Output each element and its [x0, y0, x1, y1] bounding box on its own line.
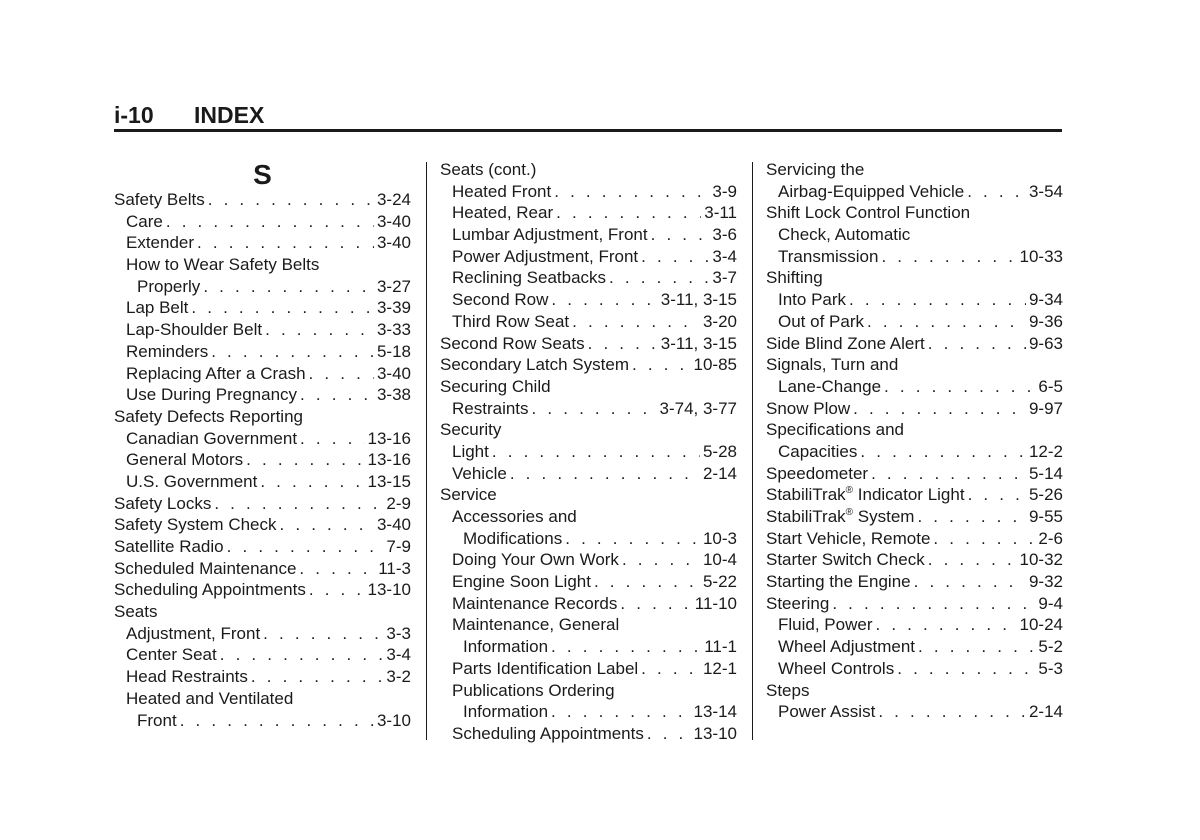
dot-leader: [251, 666, 384, 688]
page-reference: 13-15: [367, 471, 411, 491]
dot-leader: [227, 536, 384, 558]
index-entry: [440, 528, 737, 550]
dot-leader: [263, 623, 383, 645]
index-entry: [440, 246, 737, 268]
dot-leader: [309, 579, 365, 601]
entry-label: Scheduled Maintenance: [114, 558, 297, 578]
index-entry: [440, 267, 737, 289]
dot-leader: [914, 571, 1026, 593]
index-entry: [766, 267, 1063, 289]
index-entry: [440, 571, 737, 593]
entry-label: Seats (cont.): [440, 160, 537, 179]
dot-leader: [871, 463, 1026, 485]
dot-leader: [260, 471, 364, 493]
dot-leader: [532, 398, 657, 420]
page-reference: 3-40: [376, 233, 411, 253]
entry-label: Out of Park: [778, 311, 864, 331]
index-column-2: [440, 159, 737, 745]
index-entry: [766, 571, 1063, 593]
entry-label: Properly: [137, 276, 201, 296]
index-entry: [114, 579, 411, 601]
dot-leader: [510, 463, 700, 485]
entry-label: Safety Belts: [114, 190, 205, 209]
page-reference: 3-4: [386, 645, 411, 665]
entry-label: Into Park: [778, 290, 847, 310]
index-entry: [766, 701, 1063, 723]
dot-leader: [918, 636, 1035, 658]
page-reference: 9-36: [1028, 311, 1063, 331]
entry-label: Specifications and: [766, 420, 904, 440]
entry-label: Seats: [114, 602, 158, 622]
index-entry: [114, 710, 411, 732]
page-number: i-10: [114, 102, 154, 128]
entry-label: Scheduling Appointments: [452, 723, 644, 743]
page-reference: 11-10: [694, 593, 737, 613]
dot-leader: [246, 449, 364, 471]
entry-label: Reclining Seatbacks: [452, 268, 607, 288]
entry-label: Snow Plow: [766, 398, 851, 418]
entry-label: Starting the Engine: [766, 572, 911, 592]
dot-leader: [651, 224, 710, 246]
page-reference: 9-63: [1028, 333, 1063, 353]
dot-leader: [594, 571, 700, 593]
dot-leader: [620, 593, 691, 615]
entry-label: Maintenance Records: [452, 593, 618, 613]
index-entry: [114, 493, 411, 515]
dot-leader: [928, 549, 1017, 571]
page-reference: 3-40: [376, 363, 411, 383]
page-reference: 13-16: [367, 428, 411, 448]
entry-label: Care: [126, 211, 163, 231]
page-reference: 10-33: [1019, 246, 1063, 266]
index-entry: [766, 181, 1063, 203]
entry-label: Lap-Shoulder Belt: [126, 320, 263, 340]
dot-leader: [214, 493, 383, 515]
page-reference: 9-4: [1038, 593, 1063, 613]
page-reference: 10-4: [702, 550, 737, 570]
index-entry: [114, 363, 411, 385]
dot-leader: [551, 636, 701, 658]
page-reference: 6-5: [1038, 376, 1063, 396]
dot-leader: [166, 211, 374, 233]
page-header: [114, 101, 1062, 131]
entry-label: Heated, Rear: [452, 203, 554, 223]
dot-leader: [203, 276, 374, 298]
dot-leader: [632, 354, 691, 376]
dot-leader: [647, 723, 691, 745]
page-reference: 5-2: [1038, 637, 1063, 657]
page-reference: 5-18: [376, 341, 411, 361]
index-entry: [440, 723, 737, 745]
index-entry: [440, 289, 737, 311]
page-reference: 3-27: [376, 276, 411, 296]
dot-leader: [860, 441, 1026, 463]
page-reference: 12-2: [1028, 441, 1063, 461]
index-entry: [766, 289, 1063, 311]
page-reference: 5-26: [1028, 485, 1063, 505]
page-reference: 12-1: [702, 658, 737, 678]
entry-label: Lap Belt: [126, 298, 189, 318]
page-reference: 3-38: [376, 385, 411, 405]
entry-label: Safety Defects Reporting: [114, 406, 303, 426]
dot-leader: [641, 246, 709, 268]
page-reference: 3-11: [704, 203, 737, 223]
index-entry: [440, 701, 737, 723]
page-reference: 13-10: [693, 723, 737, 743]
page-reference: 3-3: [386, 623, 411, 643]
index-entry: [114, 449, 411, 471]
index-entry: [114, 666, 411, 688]
entry-label: Signals, Turn and: [766, 355, 899, 375]
index-entry: [114, 189, 411, 211]
page-reference: 11-1: [704, 637, 737, 657]
index-entry: [114, 471, 411, 493]
index-entry: [114, 428, 411, 450]
index-entry: [440, 441, 737, 463]
entry-label: Extender: [126, 233, 195, 253]
index-entry: [766, 202, 1063, 224]
entry-label: Satellite Radio: [114, 537, 224, 556]
entry-label: Wheel Adjustment: [778, 637, 916, 657]
index-entry: [114, 514, 411, 536]
index-entry: [766, 614, 1063, 636]
entry-label: Secondary Latch System: [440, 355, 629, 375]
dot-leader: [191, 297, 374, 319]
index-entry: [114, 644, 411, 666]
index-entry: [766, 658, 1063, 680]
dot-leader: [309, 363, 374, 385]
dot-leader: [492, 441, 700, 463]
page-reference: 10-24: [1019, 615, 1063, 635]
entry-label: Canadian Government: [126, 428, 298, 448]
dot-leader: [849, 289, 1026, 311]
registered-mark: ®: [845, 507, 854, 518]
entry-label: Head Restraints: [126, 667, 248, 687]
entry-label: Reminders: [126, 341, 209, 361]
index-entry: [114, 558, 411, 580]
page-reference: 3-4: [712, 246, 737, 266]
dot-leader: [299, 558, 375, 580]
dot-leader: [853, 398, 1026, 420]
page-reference: 3-9: [712, 181, 737, 201]
entry-label: Front: [137, 710, 177, 730]
dot-leader: [565, 528, 700, 550]
dot-leader: [832, 593, 1035, 615]
index-entry: [766, 159, 1063, 181]
index-entry: [114, 276, 411, 298]
entry-label: Shift Lock Control Function: [766, 203, 971, 223]
index-entry: [440, 549, 737, 571]
index-entry: [440, 463, 737, 485]
page-reference: 3-2: [386, 667, 411, 687]
dot-leader: [551, 701, 690, 723]
dot-leader: [897, 658, 1035, 680]
entry-label: StabiliTrak® Indicator Light: [766, 485, 965, 505]
index-entry: [440, 354, 737, 376]
dot-leader: [265, 319, 374, 341]
entry-label: Adjustment, Front: [126, 623, 261, 643]
dot-leader: [220, 644, 384, 666]
dot-leader: [928, 333, 1026, 355]
page-reference: 3-54: [1028, 181, 1063, 201]
page-reference: 3-33: [376, 320, 411, 340]
dot-leader: [884, 376, 1035, 398]
dot-leader: [180, 710, 374, 732]
index-entry: [440, 636, 737, 658]
page-reference: 10-85: [693, 355, 737, 375]
dot-leader: [300, 384, 374, 406]
page-reference: 2-9: [386, 493, 411, 513]
index-column-1: [114, 159, 411, 731]
entry-label: How to Wear Safety Belts: [126, 255, 320, 275]
page-reference: 3-11, 3-15: [660, 290, 737, 310]
page-reference: 3-10: [376, 710, 411, 730]
entry-label: Shifting: [766, 268, 823, 288]
dot-leader: [197, 232, 374, 254]
page-reference: 11-3: [378, 558, 411, 578]
entry-label: Safety System Check: [114, 515, 277, 535]
index-entry: [440, 398, 737, 420]
page-reference: 3-24: [376, 190, 411, 209]
dot-leader: [300, 428, 364, 450]
entry-label: Center Seat: [126, 645, 217, 665]
index-entry: [114, 297, 411, 319]
page-reference: 9-34: [1028, 290, 1063, 310]
index-entry: [766, 463, 1063, 485]
index-entry: [440, 484, 737, 506]
entry-label: Check, Automatic: [778, 225, 911, 245]
index-entry: [440, 680, 737, 702]
entry-label: Parts Identification Label: [452, 658, 639, 678]
index-entry: [440, 376, 737, 398]
index-entry: [114, 384, 411, 406]
dot-leader: [551, 289, 657, 311]
entry-label: Third Row Seat: [452, 311, 570, 331]
dot-leader: [967, 181, 1026, 203]
index-entry: [114, 319, 411, 341]
entry-label: Capacities: [778, 441, 858, 461]
page-reference: 3-40: [376, 211, 411, 231]
entry-label: Accessories and: [452, 507, 577, 526]
index-entry: [114, 601, 411, 623]
index-entry: [114, 536, 411, 558]
dot-leader: [554, 181, 709, 203]
index-entry: [766, 549, 1063, 571]
page-reference: 3-74, 3-77: [659, 398, 737, 418]
page-reference: 2-6: [1038, 528, 1063, 548]
index-entry: [766, 593, 1063, 615]
index-entry: [440, 614, 737, 636]
index-entry: [766, 246, 1063, 268]
index-entry: [440, 181, 737, 203]
page-reference: 10-3: [702, 528, 737, 548]
page-reference: 3-6: [712, 225, 737, 245]
entry-label: Side Blind Zone Alert: [766, 333, 925, 353]
entry-label: Start Vehicle, Remote: [766, 528, 931, 548]
section-title: INDEX: [194, 102, 265, 128]
dot-leader: [280, 514, 374, 536]
page-reference: 13-16: [367, 450, 411, 470]
entry-label: Information: [463, 637, 549, 657]
index-entry: [114, 623, 411, 645]
header-rule: [114, 129, 1062, 132]
index-entry: [440, 311, 737, 333]
entry-label: Publications Ordering: [452, 680, 615, 700]
dot-leader: [572, 311, 700, 333]
page-reference: 13-14: [693, 702, 737, 722]
page-reference: 3-40: [376, 515, 411, 535]
entry-label: Steering: [766, 593, 830, 613]
page-reference: 9-55: [1028, 507, 1063, 526]
page-reference: 10-32: [1019, 550, 1063, 570]
index-entry: [114, 688, 411, 710]
dot-leader: [867, 311, 1026, 333]
entry-label: U.S. Government: [126, 471, 258, 491]
index-entry: [440, 506, 737, 528]
page-reference: 2-14: [1028, 702, 1063, 722]
page-reference: 5-22: [702, 572, 737, 592]
index-entry: [114, 341, 411, 363]
entry-label: Light: [452, 441, 489, 461]
index-entry: [114, 254, 411, 276]
index-entry: [766, 311, 1063, 333]
index-entry: [440, 658, 737, 680]
entry-label: General Motors: [126, 450, 244, 470]
entry-label: Airbag-Equipped Vehicle: [778, 181, 965, 201]
entry-label: Heated Front: [452, 181, 552, 201]
column-divider: [426, 162, 427, 740]
index-entry: [766, 376, 1063, 398]
registered-mark: ®: [845, 485, 854, 497]
entry-label: Second Row Seats: [440, 333, 585, 353]
entry-label: Modifications: [463, 528, 563, 548]
entry-label: Safety Locks: [114, 493, 212, 513]
index-entry: [766, 506, 1063, 528]
entry-label: Power Assist: [778, 702, 876, 722]
entry-label: Lumbar Adjustment, Front: [452, 225, 648, 245]
index-entry: [766, 680, 1063, 702]
entry-label: Servicing the: [766, 160, 865, 179]
entry-label: Transmission: [778, 246, 879, 266]
entry-label: Second Row: [452, 290, 549, 310]
dot-leader: [881, 246, 1016, 268]
index-entry: [114, 232, 411, 254]
page-reference: 9-97: [1028, 398, 1063, 418]
index-entry: [766, 398, 1063, 420]
page-reference: 13-10: [367, 580, 411, 600]
entry-label: Restraints: [452, 398, 529, 418]
index-entry: [114, 406, 411, 428]
index-entry: [766, 441, 1063, 463]
index-entry: [766, 484, 1063, 506]
page-reference: 5-3: [1038, 658, 1063, 678]
entry-label: Service: [440, 485, 497, 505]
entry-label: Security: [440, 420, 502, 440]
entry-label: Maintenance, General: [452, 615, 620, 635]
entry-label: Speedometer: [766, 463, 869, 483]
index-entry: [766, 224, 1063, 246]
entry-label: Starter Switch Check: [766, 550, 925, 570]
dot-leader: [968, 484, 1026, 506]
entry-label: Fluid, Power: [778, 615, 873, 635]
dot-leader: [917, 506, 1026, 528]
entry-label: Scheduling Appointments: [114, 580, 306, 600]
index-entry: [114, 211, 411, 233]
index-entry: [766, 333, 1063, 355]
dot-leader: [933, 528, 1035, 550]
index-entry: [766, 528, 1063, 550]
entry-label: Use During Pregnancy: [126, 385, 298, 405]
entry-label: Power Adjustment, Front: [452, 246, 639, 266]
index-entry: [766, 419, 1063, 441]
column-divider: [752, 162, 753, 740]
page-reference: 3-39: [376, 298, 411, 318]
dot-leader: [588, 333, 658, 355]
entry-label: Wheel Controls: [778, 658, 895, 678]
dot-leader: [641, 658, 700, 680]
index-entry: [440, 159, 737, 181]
entry-label: StabiliTrak® System: [766, 507, 915, 526]
dot-leader: [211, 341, 374, 363]
page-reference: 5-14: [1028, 463, 1063, 483]
entry-label: Securing Child: [440, 376, 551, 396]
page-reference: 3-20: [702, 311, 737, 331]
page-reference: 9-32: [1028, 572, 1063, 592]
dot-leader: [878, 701, 1026, 723]
entry-label: Heated and Ventilated: [126, 688, 294, 708]
index-entry: [766, 354, 1063, 376]
page-reference: 7-9: [386, 537, 411, 556]
index-column-3: [766, 159, 1063, 723]
dot-leader: [875, 614, 1016, 636]
index-entry: [440, 202, 737, 224]
page-reference: 3-11, 3-15: [660, 333, 737, 353]
index-entry: [440, 593, 737, 615]
entry-label: Doing Your Own Work: [452, 550, 619, 570]
dot-leader: [208, 189, 374, 211]
index-entry: [440, 224, 737, 246]
entry-label: Replacing After a Crash: [126, 363, 306, 383]
dot-leader: [609, 267, 709, 289]
dot-leader: [556, 202, 701, 224]
entry-label: Information: [463, 702, 549, 722]
dot-leader: [622, 549, 700, 571]
index-entry: [440, 419, 737, 441]
index-entry: [766, 636, 1063, 658]
page-reference: 2-14: [702, 463, 737, 483]
entry-label: Vehicle: [452, 463, 507, 483]
index-letter-heading: S: [253, 159, 272, 190]
page-reference: 3-7: [712, 268, 737, 288]
page-reference: 5-28: [702, 441, 737, 461]
entry-label: Lane-Change: [778, 376, 882, 396]
entry-label: Steps: [766, 680, 810, 700]
index-entry: [440, 333, 737, 355]
entry-label: Engine Soon Light: [452, 572, 591, 592]
